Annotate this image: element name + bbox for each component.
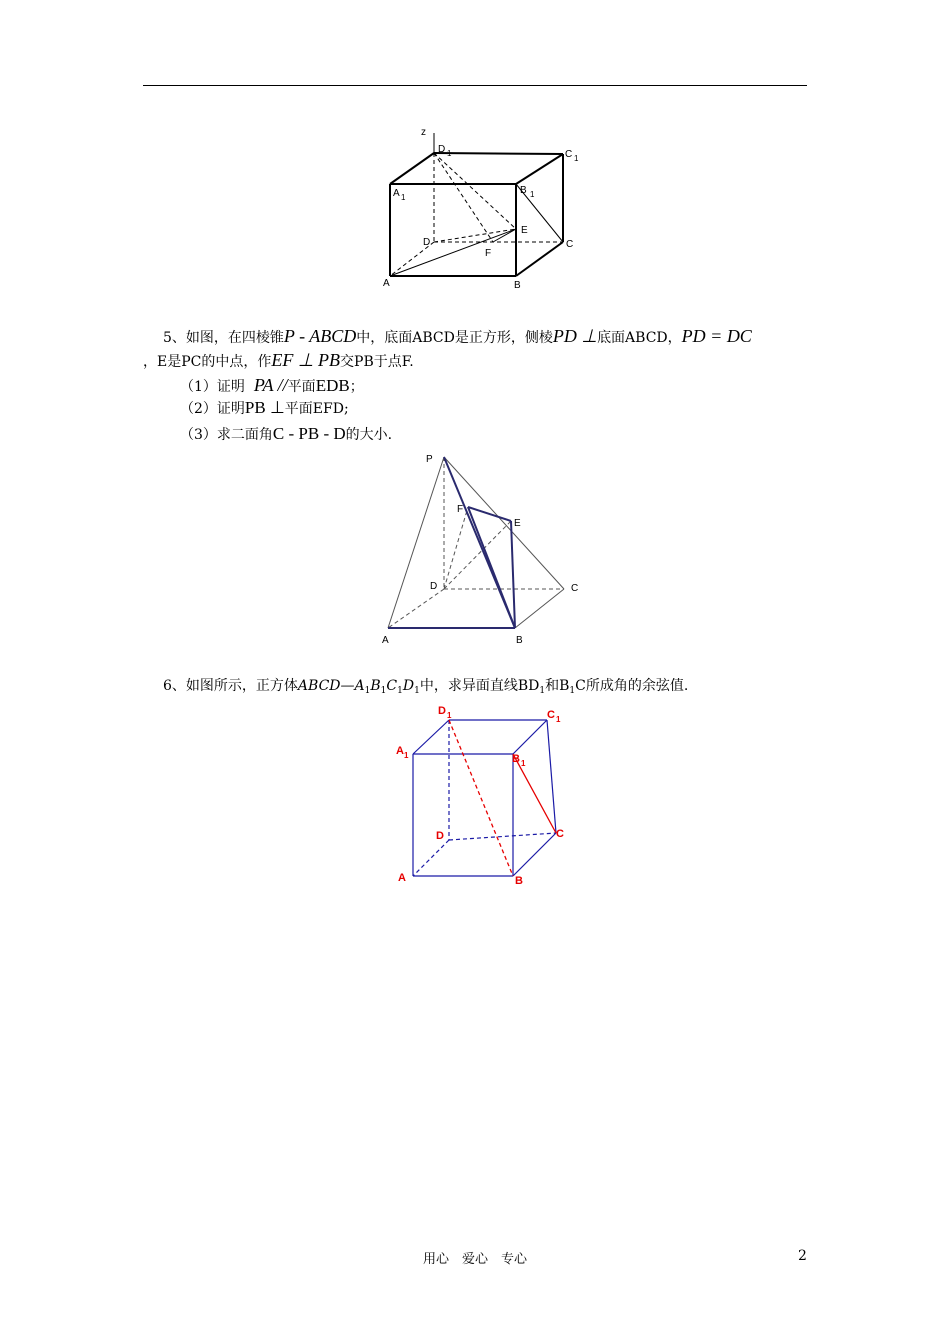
label-d1-sub: 1 bbox=[447, 149, 452, 158]
q5-pyramid-expr: P - ABCD bbox=[283, 326, 357, 346]
figure-cube bbox=[390, 700, 580, 890]
label-e: E bbox=[521, 225, 528, 236]
label-a1-sub: 1 bbox=[401, 193, 406, 202]
label-p: P bbox=[426, 454, 433, 465]
label-e: E bbox=[514, 518, 521, 529]
label-b1: B bbox=[520, 185, 527, 196]
q5-sub-2: （2）证明PB ⊥平面EFD; bbox=[180, 398, 349, 417]
label-a1-sub: 1 bbox=[404, 751, 409, 760]
page-footer: 用心 爱心 专心 bbox=[422, 1252, 527, 1267]
q5-eq-expr: PD = DC bbox=[681, 326, 752, 346]
q5-line-2: ，E是PC的中点，作EF ⊥ PB交PB于点F. bbox=[143, 350, 414, 370]
label-b: B bbox=[516, 635, 523, 646]
label-d: D bbox=[423, 237, 431, 248]
q5-pd-expr: PD ⊥ bbox=[552, 326, 598, 346]
label-c: C bbox=[556, 828, 564, 840]
label-b1-sub: 1 bbox=[521, 759, 526, 768]
figure-pyramid bbox=[375, 448, 595, 648]
header-rule bbox=[143, 85, 807, 86]
label-a: A bbox=[383, 278, 390, 289]
q5-sub-1: （1）证明 PA //平面EDB； bbox=[180, 375, 364, 395]
label-c: C bbox=[571, 583, 579, 594]
label-b: B bbox=[514, 280, 521, 291]
label-z: z bbox=[421, 127, 426, 138]
label-d: D bbox=[436, 830, 444, 842]
label-a1: A bbox=[396, 745, 404, 757]
label-d: D bbox=[430, 581, 438, 592]
label-b1-sub: 1 bbox=[530, 190, 535, 199]
label-c1: C bbox=[547, 709, 555, 721]
q5-line-1: 5、如图，在四棱锥P - ABCD中，底面ABCD是正方形，侧棱PD ⊥底面ABCD，PD = DC bbox=[163, 326, 752, 346]
figure-box-prism bbox=[375, 125, 595, 295]
label-a: A bbox=[398, 872, 406, 884]
page-number: 2 bbox=[798, 1248, 807, 1264]
q6-line-1: 6、如图所示，正方体$ABCD—A_1B_1C_1D_1$中，求异面直线$BD_1$和$B_1C$所成角的余弦值. bbox=[163, 678, 689, 696]
label-d1: D bbox=[438, 705, 446, 717]
label-c: C bbox=[566, 239, 574, 250]
label-b: B bbox=[515, 875, 523, 887]
label-f: F bbox=[485, 248, 492, 259]
q5-sub-3: （3）求二面角C - PB - D的大小. bbox=[180, 424, 393, 443]
label-c1-sub: 1 bbox=[556, 715, 561, 724]
label-d1-sub: 1 bbox=[447, 711, 452, 720]
label-c1: C bbox=[565, 149, 573, 160]
label-a: A bbox=[382, 635, 389, 646]
label-b1: B bbox=[512, 753, 520, 765]
label-f: F bbox=[457, 504, 464, 515]
label-a1: A bbox=[393, 188, 400, 199]
label-c1-sub: 1 bbox=[574, 154, 579, 163]
q5-ef-expr: EF ⊥ PB bbox=[271, 350, 341, 370]
label-d1: D bbox=[438, 144, 446, 155]
